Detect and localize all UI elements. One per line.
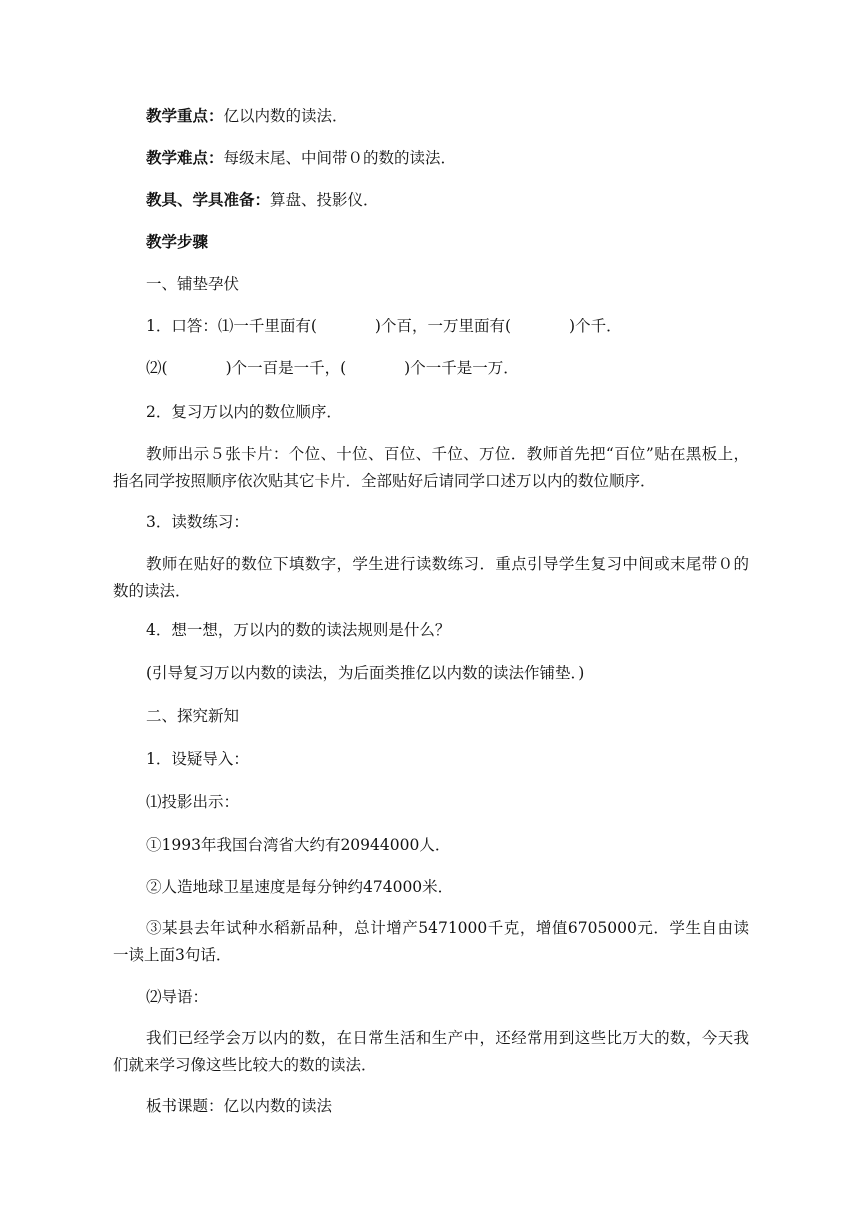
tools-text: 算盘、投影仪．: [270, 191, 379, 209]
item-4: 4．想一想，万以内的数的读法规则是什么？: [146, 621, 451, 639]
q2-part-b: )个一百是一千，(: [225, 359, 347, 377]
paragraph-practice: 教师在贴好的数位下填数字，学生进行读数练习．重点引导学生复习中间或末尾带０的数的读法．: [113, 555, 749, 600]
teaching-tools: [146, 190, 379, 210]
teaching-focus: [146, 106, 348, 126]
difficulty-label: 教学难点：: [146, 148, 224, 167]
difficulty-text: 每级末尾、中间带０的数的读法．: [223, 149, 457, 167]
steps-heading: 教学步骤: [146, 232, 209, 251]
item-3: 3．读数练习：: [146, 513, 249, 531]
section-2-title: 二、探究新知: [146, 707, 240, 725]
question-2: [146, 358, 519, 378]
board-title: 板书课题：亿以内数的读法: [146, 1097, 333, 1115]
item-2: 2．复习万以内的数位顺序．: [146, 403, 342, 421]
q1-part-b: )个百，一万里面有(: [374, 317, 512, 335]
note: (引导复习万以内数的读法，为后面类推亿以内数的读法作铺垫．): [146, 664, 585, 682]
paragraph-intro: 我们已经学会万以内的数，在日常生活和生产中，还经常用到这些比万大的数，今天我们就来学习像这些比较大的数的读法．: [113, 1029, 749, 1074]
example-1: ①1993年我国台湾省大约有20944000人．: [146, 836, 451, 854]
section-1-title: 一、铺垫孕伏: [146, 275, 240, 293]
projection-heading: ⑴投影出示：: [146, 793, 240, 811]
focus-text: 亿以内数的读法．: [223, 107, 348, 125]
question-1: [146, 316, 622, 336]
q1-part-a: 1．口答：⑴一千里面有(: [146, 317, 317, 335]
focus-label: 教学重点：: [146, 106, 224, 125]
sub-item-1: 1．设疑导入：: [146, 750, 249, 768]
q2-part-a: ⑵(: [146, 359, 168, 377]
tools-label: 教具、学具准备：: [146, 190, 271, 209]
teaching-difficulty: [146, 148, 456, 168]
q1-part-c: )个千．: [569, 317, 622, 335]
example-3: ③某县去年试种水稻新品种，总计增产5471000千克，增值6705000元．学生自由读一读上面3句话．: [113, 919, 749, 964]
paragraph-cards: 教师出示５张卡片：个位、十位、百位、千位、万位．教师首先把“百位”贴在黑板上，指名同学按照顺序依次贴其它卡片．全部贴好后请同学口述万以内的数位顺序．: [113, 445, 749, 490]
guide-heading: ⑵导语：: [146, 988, 209, 1006]
example-2: ②人造地球卫星速度是每分钟约474000米．: [146, 878, 454, 896]
q2-part-c: )个一千是一万．: [404, 359, 519, 377]
